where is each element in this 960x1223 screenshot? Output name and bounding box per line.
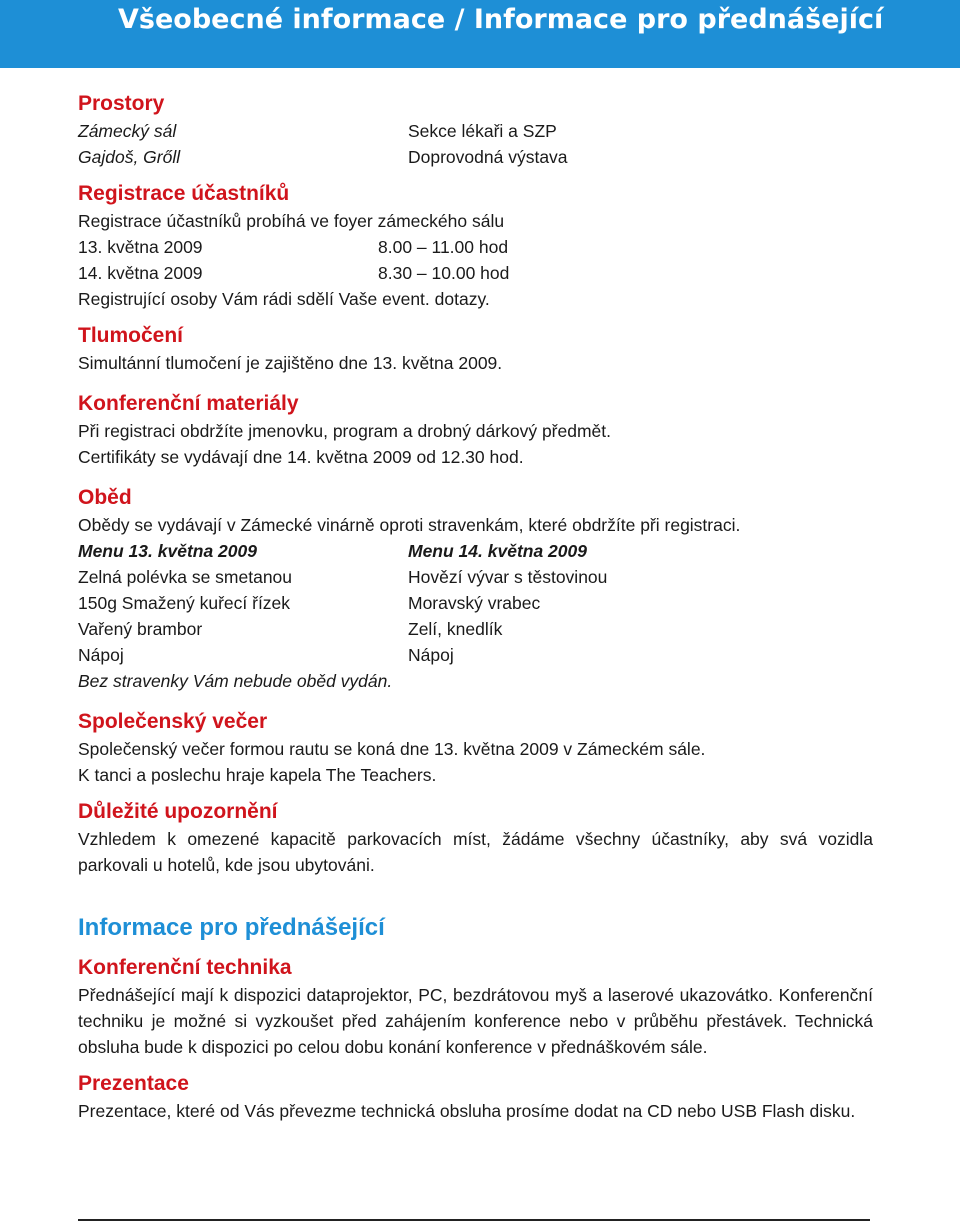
notice-text: Vzhledem k omezené kapacitě parkovacích míst, žádáme všechny účastníky, aby svá vozidla parkovali u hotelů, kde jsou ubytováni. [78,829,873,875]
menu-item: Nápoj [408,645,454,665]
venue-row [78,144,873,170]
evening-line: Společenský večer formou rautu se koná dne 13. května 2009 v Zámeckém sále. [78,739,706,759]
bottom-divider [78,1219,870,1221]
registration-date: 13. května 2009 [78,237,203,257]
section-heading-vecer: Společenský večer [78,710,268,733]
section-heading-prednasejici: Informace pro přednášející [78,914,385,941]
materials-line: Certifikáty se vydávají dne 14. května 2009 od 12.30 hod. [78,447,524,467]
section-heading-prostory: Prostory [78,92,165,115]
section-heading-upozorneni: Důležité upozornění [78,800,278,823]
venue-purpose: Doprovodná výstava [408,147,568,167]
registration-hours: 8.30 – 10.00 hod [378,263,510,283]
section-heading-registrace: Registrace účastníků [78,182,290,205]
lunch-note: Bez stravenky Vám nebude oběd vydán. [78,671,393,691]
menu-item: 150g Smažený kuřecí řízek [78,593,291,613]
menu-item: Zelná polévka se smetanou [78,567,293,587]
page-title: Všeobecné informace / Informace pro přednášející [118,4,884,35]
registration-time-row [78,234,873,260]
lunch-intro: Obědy se vydávají v Zámecké vinárně oproti stravenkám, které obdržíte při registraci. [78,515,741,535]
interpreting-text: Simultánní tlumočení je zajištěno dne 13. května 2009. [78,353,503,373]
materials-line: Při registraci obdržíte jmenovku, program a drobný dárkový předmět. [78,421,612,441]
menu-row [78,564,873,590]
menu-item: Moravský vrabec [408,593,541,613]
registration-intro: Registrace účastníků probíhá ve foyer zámeckého sálu [78,211,505,231]
menu-item: Vařený brambor [78,619,203,639]
venue-purpose: Sekce lékaři a SZP [408,121,557,141]
venue-name: Zámecký sál [78,121,177,141]
section-heading-materialy: Konferenční materiály [78,392,299,415]
section-heading-tlumoceni: Tlumočení [78,324,184,347]
registration-date: 14. května 2009 [78,263,203,283]
menu-item: Zelí, knedlík [408,619,503,639]
menu-row [78,616,873,642]
registration-hours: 8.00 – 11.00 hod [378,237,509,257]
registration-time-row [78,260,873,286]
section-heading-technika: Konferenční technika [78,956,292,979]
menu-title: Menu 13. května 2009 [78,541,257,561]
menu-row [78,642,873,668]
venue-name: Gajdoš, Grőll [78,147,181,167]
title-banner [0,0,960,68]
menu-row [78,590,873,616]
menu-item: Hovězí vývar s těstovinou [408,567,608,587]
evening-line: K tanci a poslechu hraje kapela The Teachers. [78,765,437,785]
menu-item: Nápoj [78,645,124,665]
presentation-text: Prezentace, které od Vás převezme technická obsluha prosíme dodat na CD nebo USB Flash disku. [78,1101,856,1121]
technology-text: Přednášející mají k dispozici dataprojektor, PC, bezdrátovou myš a laserové ukazovátko. Konferenční techniku je možné si vyzkoušet před zahájením konference nebo v průběhu přestávek. Technická obsluha bude k dispozici po celou dobu konání konference v přednáškovém sále. [78,985,873,1057]
venue-row [78,118,873,144]
section-heading-prezentace: Prezentace [78,1072,189,1095]
section-heading-obed: Oběd [78,486,132,509]
document-body [78,90,873,1124]
registration-note: Registrující osoby Vám rádi sdělí Vaše event. dotazy. [78,289,490,309]
menu-title: Menu 14. května 2009 [408,541,587,561]
menu-title-row [78,538,873,564]
